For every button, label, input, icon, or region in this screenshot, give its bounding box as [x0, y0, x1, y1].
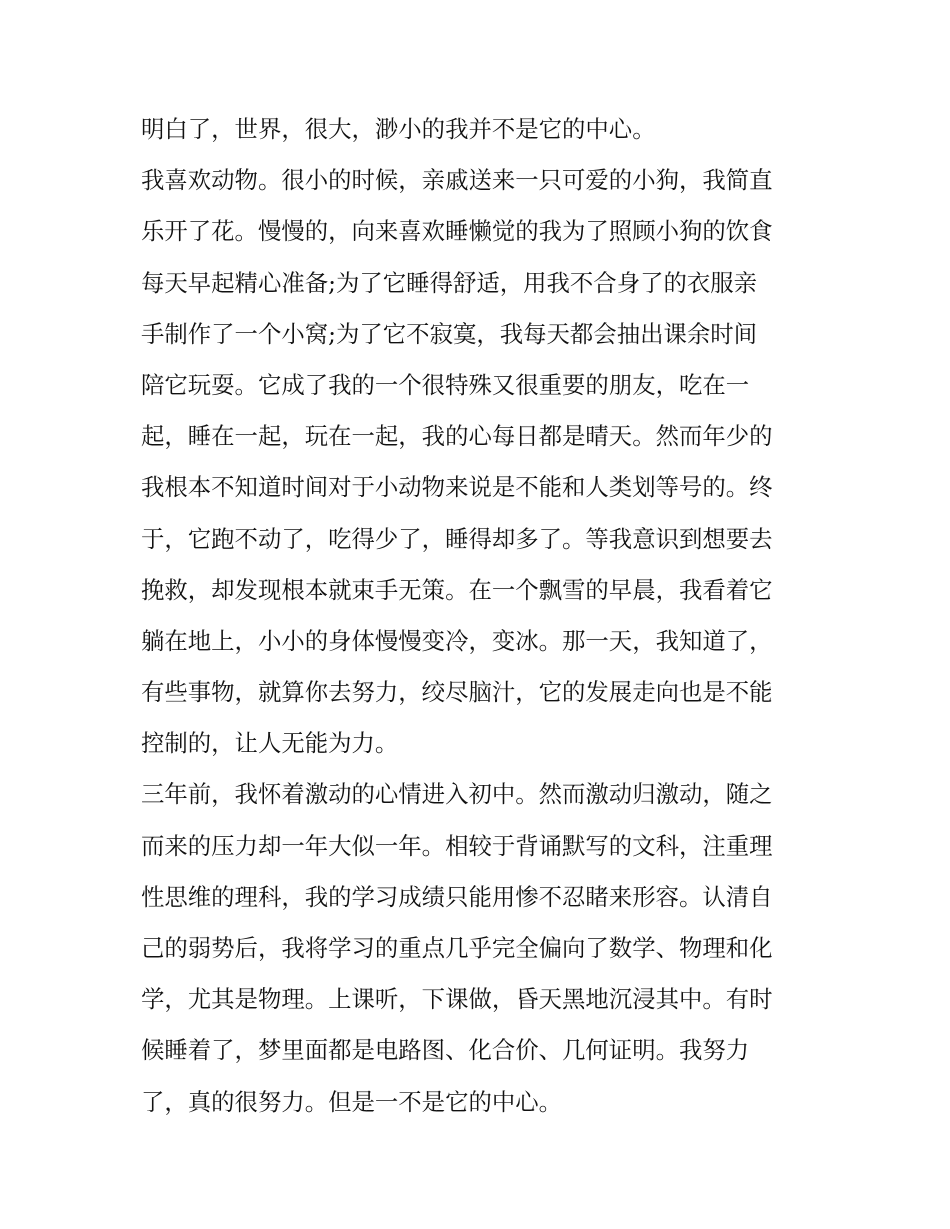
text-line: 起，睡在一起，玩在一起，我的心每日都是晴天。然而年少的: [141, 422, 773, 451]
text-line: 手制作了一个小窝;为了它不寂寞，我每天都会抽出课余时间: [141, 319, 758, 348]
text-line: 己的弱势后，我将学习的重点几乎完全偏向了数学、物理和化: [141, 934, 773, 962]
text-line: 控制的，让人无能为力。: [141, 729, 399, 758]
text-line: 而来的压力却一年大似一年。相较于背诵默写的文科，注重理: [141, 831, 773, 860]
text-line: 我根本不知道时间对于小动物来说是不能和人类划等号的。终: [141, 473, 773, 502]
text-line: 了，真的很努力。但是一不是它的中心。: [141, 1087, 563, 1116]
text-line: 我喜欢动物。很小的时候，亲戚送来一只可爱的小狗，我简直: [141, 166, 773, 195]
text-line: 学，尤其是物理。上课听，下课做，昏天黑地沉浸其中。有时: [141, 985, 773, 1014]
text-line: 于，它跑不动了，吃得少了，睡得却多了。等我意识到想要去: [141, 524, 773, 553]
text-line: 陪它玩耍。它成了我的一个很特殊又很重要的朋友，吃在一: [141, 370, 750, 399]
body-text: [141, 104, 821, 1128]
text-line: 三年前，我怀着激动的心情进入初中。然而激动归激动，随之: [141, 780, 773, 809]
text-line: 有些事物，就算你去努力，绞尽脑汁，它的发展走向也是不能: [141, 678, 773, 707]
text-line: 明白了，世界，很大，渺小的我并不是它的中心。: [141, 115, 656, 143]
text-line: 性思维的理科，我的学习成绩只能用惨不忍睹来形容。认清自: [141, 882, 773, 911]
text-line: 每天早起精心准备;为了它睡得舒适，用我不合身了的衣服亲: [141, 268, 758, 297]
text-line: 候睡着了，梦里面都是电路图、化合价、几何证明。我努力: [141, 1036, 750, 1065]
text-line: 躺在地上，小小的身体慢慢变冷，变冰。那一天，我知道了，: [141, 626, 773, 655]
text-line: 乐开了花。慢慢的，向来喜欢睡懒觉的我为了照顾小狗的饮食: [141, 217, 773, 246]
text-line: 挽救，却发现根本就束手无策。在一个飘雪的早晨，我看着它: [141, 575, 773, 604]
